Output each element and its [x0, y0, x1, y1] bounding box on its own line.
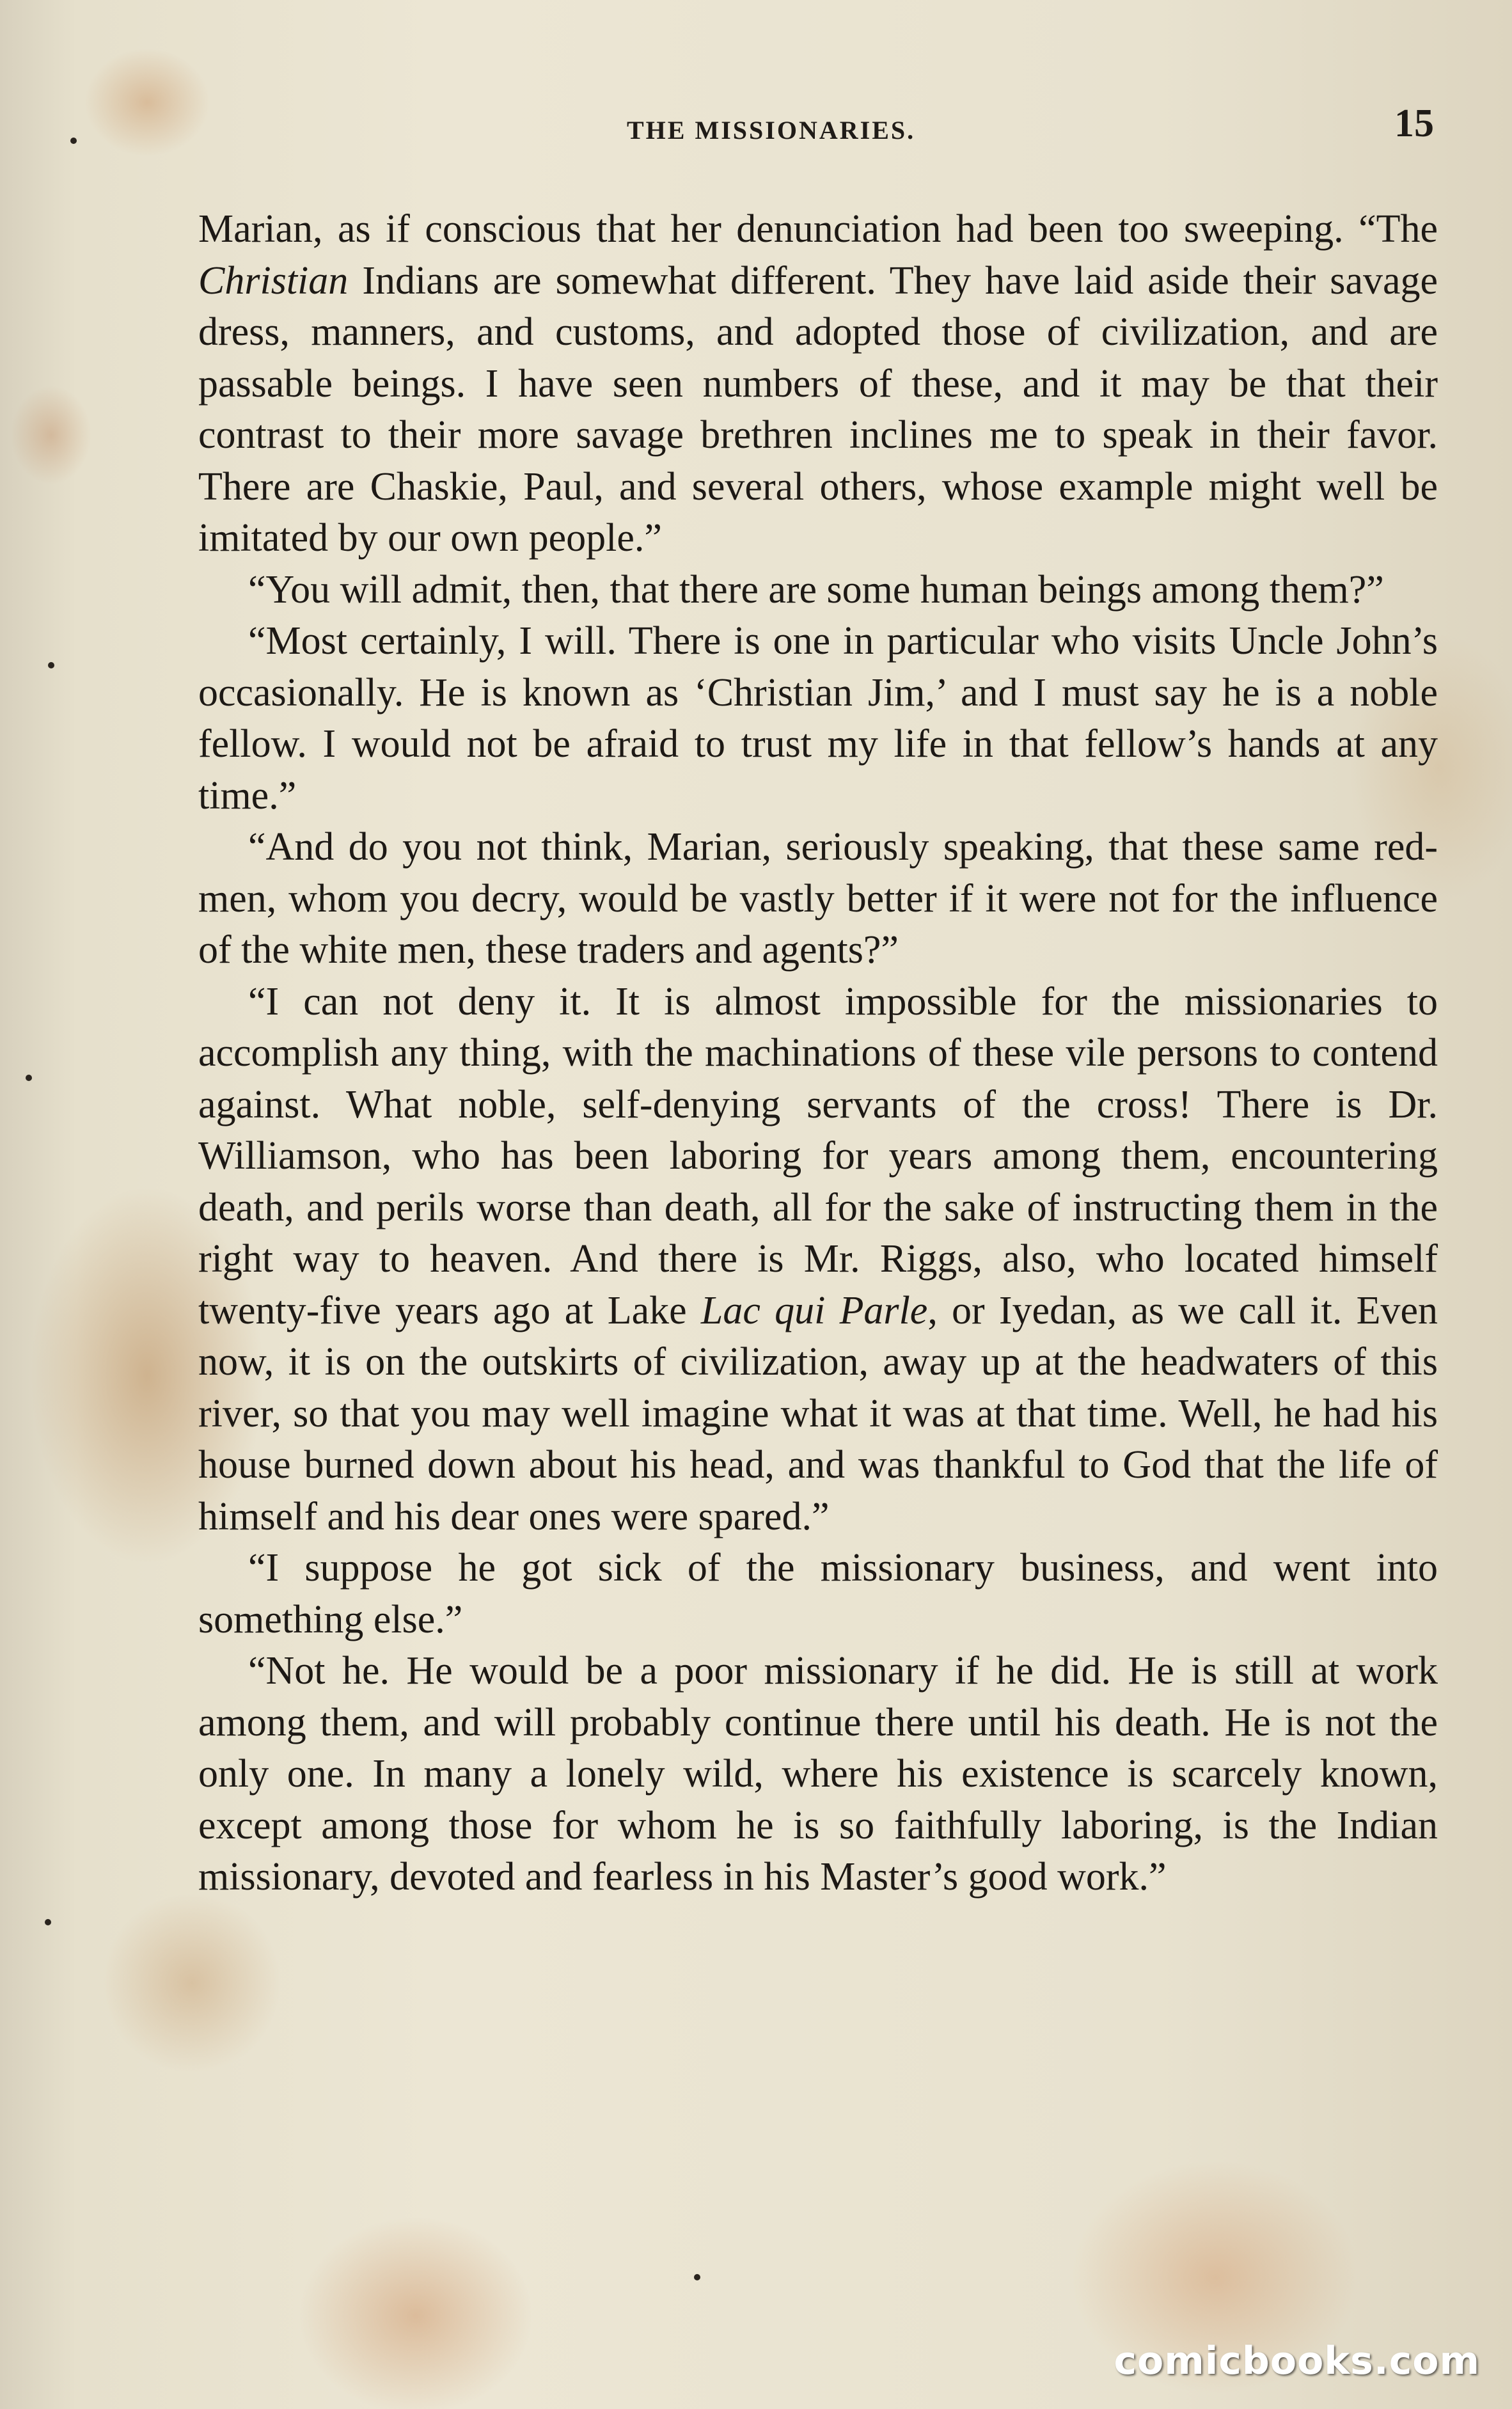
paragraph-7: “Not he. He would be a poor missionary if he did. He is still at work among them, and will probably continue there until his death. He is not the only one. In many a lonely wild, where his existence is scarcely known, except among those for whom he is so faithfully laboring, is the Indian missionary, devoted and fearless in his Master’s good work.” — [198, 1649, 1438, 1899]
site-watermark: comicbooks.com — [1114, 2339, 1480, 2383]
paragraph-5-part-a: “I can not deny it. It is almost impossible for the missionaries to accomplish any thing, with the machinations of these vile persons to contend against. What noble, self-denying servants of the cross! There is Dr. Williamson, who has been laboring for years among them, encountering death, and perils worse than death, all for the sake of instructing them in the right way to heaven. And there is Mr. Riggs, also, who located himself twenty-five years ago at Lake — [198, 979, 1438, 1332]
paragraph-1 — [198, 203, 1438, 564]
paragraph-1-part-a: Marian, as if conscious that her denunciation had been too sweeping. “The — [198, 207, 1438, 251]
paragraph-5-part-b: , or Iyedan, as we call it. Even now, it is on the outskirts of civilization, away up at the headwaters of this river, so that you may well imagine what it was at that time. Well, he had his house burned down about his head, and was thankful to God that the life of himself and his dear ones were spared.” — [198, 1288, 1438, 1538]
paragraph-1-part-b: Indians are somewhat different. They have laid aside their savage dress, manners, and customs, and adopted those of civilization, and are passable beings. I have seen numbers of these, and it may be that their contrast to their more savage brethren inclines me to speak in their favor. There are Chaskie, Paul, and several others, whose example might well be imitated by our own people.” — [198, 258, 1438, 560]
paragraph-5-italic: Lac qui Parle — [700, 1288, 928, 1332]
ink-speck — [694, 2274, 700, 2280]
paragraph-5 — [198, 976, 1438, 1543]
paragraph-2: “You will admit, then, that there are some human beings among them?” — [248, 567, 1384, 612]
paragraph-6: “I suppose he got sick of the missionary business, and went into something else.” — [198, 1546, 1438, 1641]
running-head: THE MISSIONARIES. — [627, 116, 916, 145]
paragraph-3: “Most certainly, I will. There is one in particular who visits Uncle John’s occasionally. He is known as ‘Christian Jim,’ and I must say he is a noble fellow. I would not be afraid to trust my life in that fellow’s hands at any time.” — [198, 619, 1438, 817]
ink-speck — [70, 138, 77, 144]
body-text — [198, 203, 1438, 1903]
ink-speck — [45, 1919, 51, 1925]
page-number: 15 — [1394, 102, 1434, 145]
paragraph-1-italic: Christian — [198, 258, 349, 303]
ink-speck — [26, 1075, 32, 1081]
paragraph-4: “And do you not think, Marian, seriously speaking, that these same red-men, whom you decry, would be vastly better if it were not for the influence of the white men, these traders and agents?” — [198, 825, 1438, 972]
ink-speck — [48, 662, 54, 668]
